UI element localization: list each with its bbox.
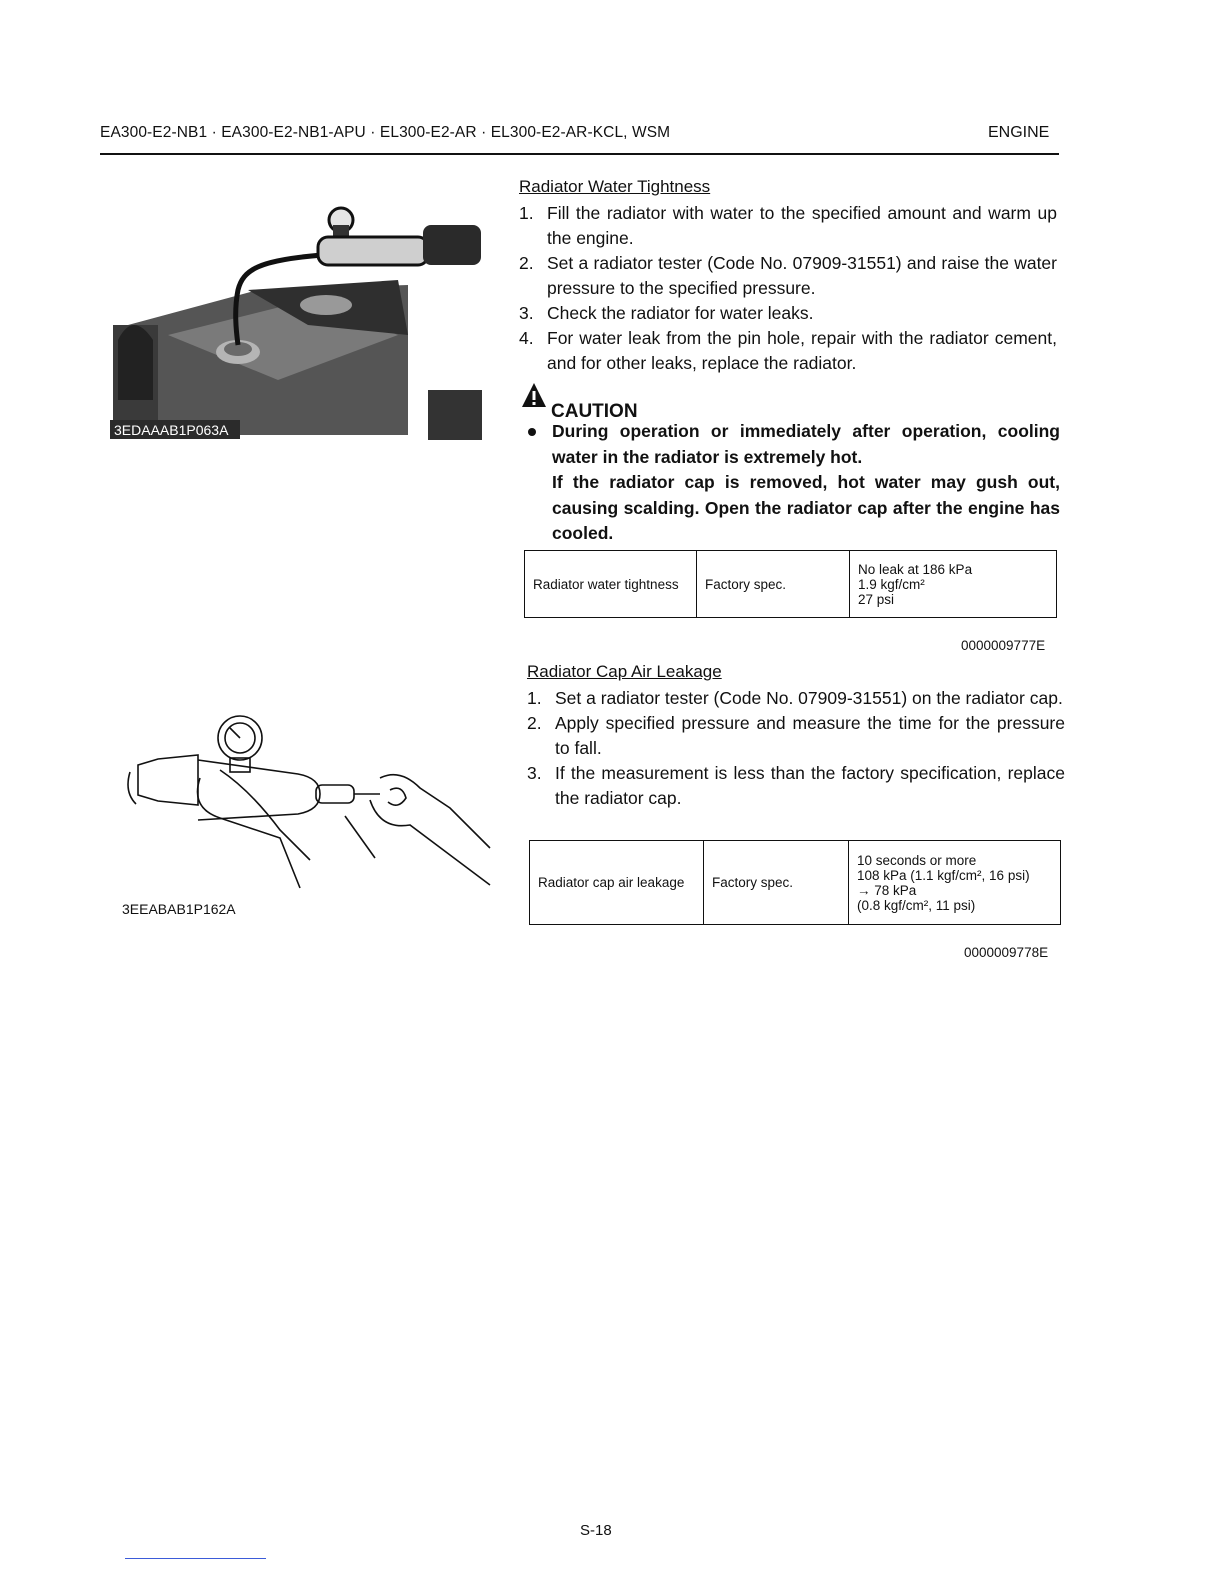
- cap-leakage-spec-table: [529, 840, 1061, 925]
- list-item: 3. If the measurement is less than the factory specification, replace the radiator cap.: [527, 763, 1065, 808]
- spec-item: Radiator water tightness: [525, 551, 697, 618]
- list-item: 2. Apply specified pressure and measure the time for the pressure to fall.: [527, 713, 1065, 758]
- header-divider: [100, 153, 1059, 155]
- radiator-cap-tester-illustration: [120, 700, 500, 900]
- list-item: 4. For water leak from the pin hole, repair with the radiator cement, and for other leaks, replace the radiator.: [519, 328, 1057, 373]
- page-number: S-18: [580, 1522, 612, 1539]
- caution-text: During operation or immediately after operation, cooling water in the radiator is extremely hot. If the radiator cap is removed, hot water may gush out, causing scalding. Open the radiator cap after the engine has cooled.: [552, 421, 1060, 543]
- list-item: 3. Check the radiator for water leaks.: [519, 303, 814, 323]
- figure-id-label: 3EEABAB1P162A: [122, 901, 236, 917]
- radiator-tester-photo: [108, 195, 482, 443]
- cap-leakage-steps: [527, 686, 1065, 811]
- spec-value: 10 seconds or more 108 kPa (1.1 kgf/cm², 16 psi) → 78 kPa (0.8 kgf/cm², 11 psi): [849, 841, 1061, 925]
- list-item: 1. Fill the radiator with water to the specified amount and warm up the engine.: [519, 203, 1057, 248]
- manual-title: EA300-E2-NB1 · EA300-E2-NB1-APU · EL300-E2-AR · EL300-E2-AR-KCL, WSM: [100, 124, 671, 141]
- warning-triangle-icon: [521, 382, 547, 408]
- spec-type: Factory spec.: [704, 841, 849, 925]
- document-code: 0000009778E: [964, 945, 1049, 960]
- chapter-title: ENGINE: [988, 124, 1050, 141]
- water-tightness-steps: [519, 201, 1057, 376]
- spec-type: Factory spec.: [697, 551, 850, 618]
- water-tightness-spec-table: [524, 550, 1057, 618]
- list-item: 2. Set a radiator tester (Code No. 07909-31551) and raise the water pressure to the specified pressure.: [519, 253, 1057, 298]
- list-item: 1. Set a radiator tester (Code No. 07909-31551) on the radiator cap.: [527, 688, 1063, 708]
- section-heading-water-tightness: Radiator Water Tightness: [519, 177, 711, 196]
- spec-item: Radiator cap air leakage: [530, 841, 704, 925]
- document-code: 0000009777E: [961, 638, 1046, 653]
- footer-rule: [125, 1558, 266, 1559]
- photo-id-label: 3EDAAAB1P063A: [114, 422, 229, 438]
- caution-title: CAUTION: [551, 401, 638, 422]
- section-heading-cap-air-leakage: Radiator Cap Air Leakage: [527, 662, 722, 681]
- bullet-icon: [528, 428, 536, 436]
- spec-value: No leak at 186 kPa 1.9 kgf/cm² 27 psi: [850, 551, 1057, 618]
